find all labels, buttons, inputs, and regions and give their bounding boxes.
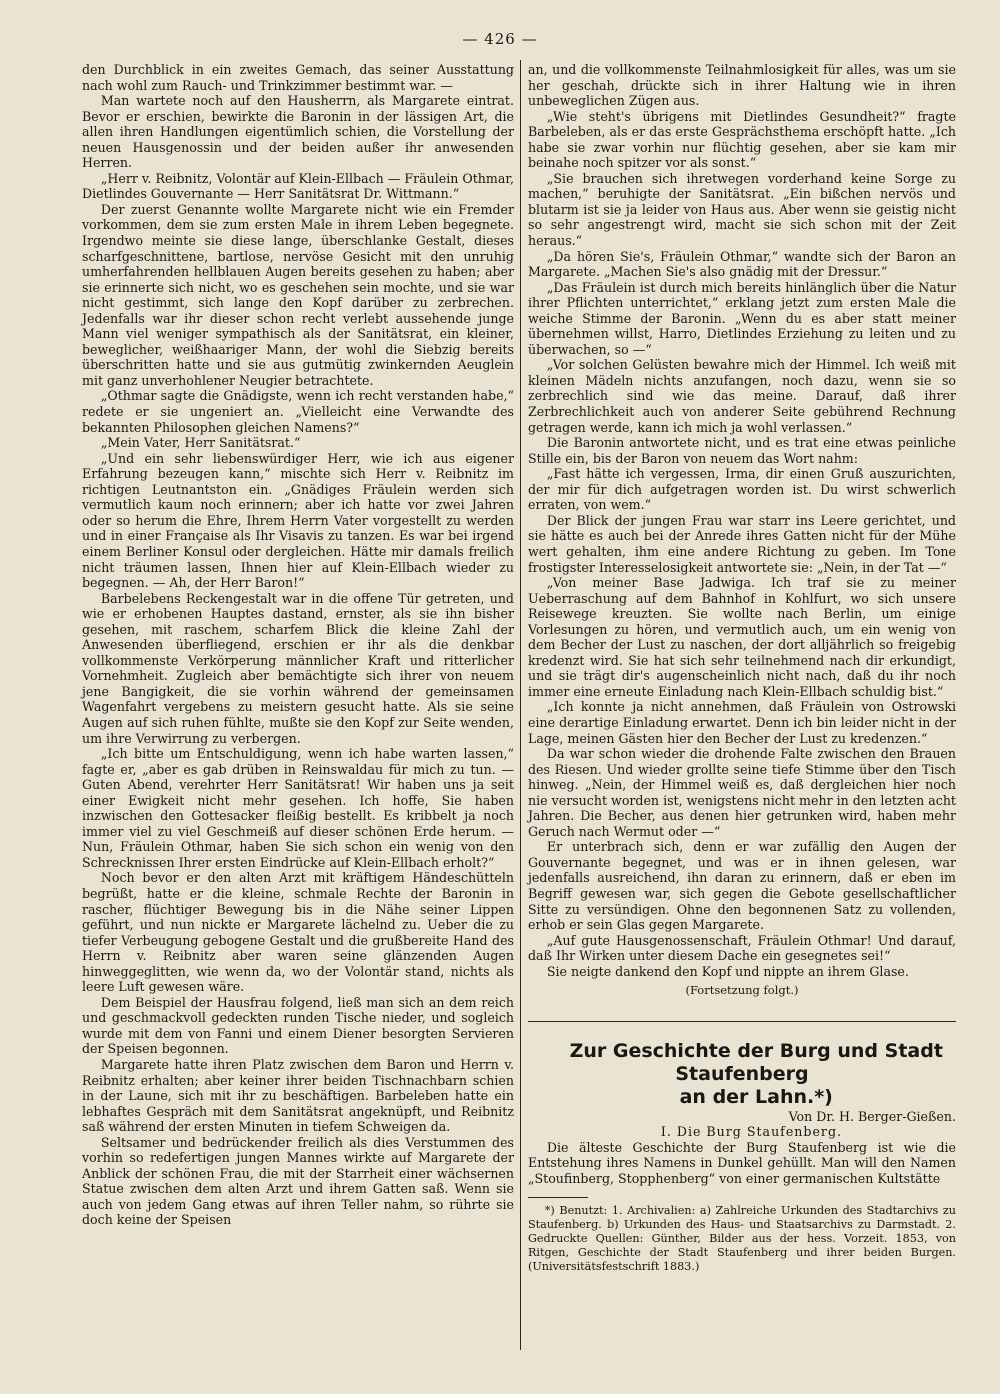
paragraph: „Auf gute Hausgenossenschaft, Fräulein Othmar! Und darauf, daß Ihr Wirken unter diesem Dache ein gesegnetes sei!“ <box>528 932 956 964</box>
paragraph: „Wie steht's übrigens mit Dietlindes Gesundheit?“ fragte Barbeleben, als er das erste Gesprächsthema erschöpft hatte. „Ich habe sie zwar vorhin nur flüchtig gesehen, aber sie kam mir beinahe noch spitzer vor als sonst.“ <box>528 108 956 171</box>
paragraph: „Fast hätte ich vergessen, Irma, dir einen Gruß auszurichten, der mir für dich aufgetragen worden ist. Du wirst schwerlich erraten, von wem.“ <box>528 466 956 513</box>
paragraph: „Da hören Sie's, Fräulein Othmar,“ wandte sich der Baron an Margarete. „Machen Sie's also gnädig mit der Dressur.“ <box>528 248 956 280</box>
paragraph: „Sie brauchen sich ihretwegen vorderhand keine Sorge zu machen,“ beruhigte der Sanitätsrat. „Ein bißchen nervös und blutarm ist sie ja leider von Haus aus. Aber wenn sie geistig nicht so sehr angestrengt wird, macht sie sich schon mit der Zeit heraus.“ <box>528 170 956 249</box>
paragraph: Da war schon wieder die drohende Falte zwischen den Brauen des Riesen. Und wieder grollte seine tiefe Stimme über den Tisch hinweg. „Nein, der Himmel weiß es, daß dergleichen hier noch nie versucht worden ist, wenigstens nicht mehr in den letzten acht Jahren. Die Becher, aus denen hier getrunken wird, haben mehr Geruch nach Wermut oder —“ <box>528 746 956 839</box>
paragraph: „Ich bitte um Entschuldigung, wenn ich habe warten lassen,“ fagte er, „aber es gab drüben in Reinswaldau für mich zu tun. — Guten Abend, verehrter Herr Sanitätsrat! Wir haben uns ja seit einer Ewigkeit nicht mehr gesehen. Ich hoffe, Sie haben inzwischen den Gottesacker fleißig bestellt. Es kribbelt ja noch immer viel zu viel Geschmeiß auf dieser schönen Erde herum. — Nun, Fräulein Othmar, haben Sie sich schon ein wenig von den Schrecknissen Ihrer ersten Eindrücke auf Klein-Ellbach erholt?“ <box>82 746 514 870</box>
right-column <box>528 62 956 1274</box>
paragraph: Sie neigte dankend den Kopf und nippte an ihrem Glase. <box>546 963 909 979</box>
paragraph: „Das Fräulein ist durch mich bereits hinlänglich über die Natur ihrer Pflichten unterrichtet,“ erklang jetzt zum ersten Male die weiche Stimme der Baronin. „Wenn du es aber statt meiner übernehmen willst, Harro, Dietlindes Erziehung zu leiten und zu überwachen, so —“ <box>528 279 956 357</box>
article-section-heading: I. Die Burg Staufenberg. <box>660 1124 843 1140</box>
paragraph: Die Baronin antwortete nicht, und es trat eine etwas peinliche Stille ein, bis der Baron von neuem das Wort nahm: <box>528 435 956 466</box>
paragraph: Der Blick der jungen Frau war starr ins Leere gerichtet, und sie hätte es auch bei der Anrede ihres Gatten nicht für der Mühe wert gehalten, ihm eine andere Richtung zu geben. Im Tone frostigster Interesselosigkeit antwortete sie: „Nein, in der Tat —“ <box>528 512 956 575</box>
paragraph: Er unterbrach sich, denn er war zufällig den Augen der Gouvernante begegnet, und was er in ihnen gelesen, war jedenfalls ausreichend, ihn daran zu erinnern, daß er eben im Begriff gewesen war, sich gegen die Gebote gesellschaftlicher Sitte zu versündigen. Ohne den begonnenen Satz zu vollenden, erhob er sein Glas gegen Margarete. <box>528 839 956 933</box>
paragraph: Man wartete noch auf den Hausherrn, als Margarete eintrat. Bevor er erschien, bewirkte die Baronin in der lässigen Art, die allen ihren Handlungen eigentümlich schien, die Vorstellung der neuen Hausgenossin und der beiden außer ihr anwesenden Herren. <box>82 93 514 171</box>
paragraph: den Durchblick in ein zweites Gemach, das seiner Ausstattung nach wohl zum Rauch- und Trinkzimmer bestimmt war. — <box>82 62 514 93</box>
paragraph: „Othmar sagte die Gnädigste, wenn ich recht verstanden habe,“ redete er sie ungeniert an. „Vielleicht eine Verwandte des bekannten Philosophen gleichen Namens?“ <box>82 388 514 435</box>
footnote: *) Benutzt: 1. Archivalien: a) Zahlreiche Urkunden des Stadtarchivs zu Staufenberg. b) Urkunden des Haus- und Staatsarchivs zu Darmstadt. 2. Gedruckte Quellen: Günther, Bilder aus der hess. Vorzeit. 1853, von Ritgen, Geschichte der Stadt Staufenberg und ihrer beiden Burgen. (Universitätsfestschrift 1883.) <box>528 1203 956 1273</box>
article-title-line-2: an der Lahn.*) <box>679 1085 833 1108</box>
paragraph: „Herr v. Reibnitz, Volontär auf Klein-Ellbach — Fräulein Othmar, Dietlindes Gouvernante — Herr Sanitätsrat Dr. Wittmann.“ <box>82 170 514 202</box>
paragraph: „Mein Vater, Herr Sanitätsrat.“ <box>100 435 301 451</box>
article-title-line-1: Zur Geschichte der Burg und Stadt Staufenberg <box>569 1039 943 1085</box>
page-number: — 426 — <box>462 30 538 48</box>
paragraph: Noch bevor er den alten Arzt mit kräftigem Händeschütteln begrüßt, hatte er die kleine, schmale Rechte der Baronin in rascher, flüchtiger Bewegung bis in die Nähe seiner Lippen geführt, und nun nickte er Margarete lächelnd zu. Ueber die zu tiefer Verbeugung gebogene Gestalt und die grußbereite Hand des Herrn v. Reibnitz aber waren seine glänzenden Augen hinweggeglitten, wie wenn da, wo der Volontär stand, nichts als leere Luft gewesen wäre. <box>82 870 514 995</box>
left-column <box>82 62 514 1228</box>
paragraph: Barbelebens Reckengestalt war in die offene Tür getreten, und wie er erhobenen Hauptes dastand, ernster, als sie ihn bisher gesehen, mit raschem, scharfem Blick die kleine Zahl der Anwesenden überfliegend, erschien er ihr als die denkbar vollkommenste Verkörperung männlicher Kraft und ritterlicher Vornehmheit. Zugleich aber bemächtigte sich ihrer von neuem jene Bangigkeit, die sie vorhin während der gemeinsamen Wagenfahrt vergebens zu meistern gesucht hatte. Als sie seine Augen auf sich ruhen fühlte, mußte sie den Kopf zur Seite wenden, um ihre Verwirrung zu verbergen. <box>82 590 514 746</box>
column-divider <box>520 60 521 1350</box>
paragraph: an, und die vollkommenste Teilnahmlosigkeit für alles, was um sie her geschah, drückte sich in ihrer Haltung wie in ihren unbeweglichen Zügen aus. <box>528 62 956 109</box>
article-author: Von Dr. H. Berger-Gießen. <box>788 1108 956 1124</box>
paragraph: Seltsamer und bedrückender freilich als dies Verstummen des vorhin so redefertigen jungen Mannes wirkte auf Margarete der Anblick der schönen Frau, die mit der Starrheit einer wächsernen Statue zwischen dem alten Arzt und ihrem Gatten saß. Wenn sie auch von jedem Gang etwas auf ihren Teller nahm, so rührte sie doch keine der Speisen <box>82 1134 514 1228</box>
paragraph: „Von meiner Base Jadwiga. Ich traf sie zu meiner Ueberraschung auf dem Bahnhof in Kohlfurt, wo sich unsere Reisewege kreuzten. Sie wollte nach Berlin, um einige Vorlesungen zu hören, und vermutlich auch, um ein wenig von dem Becher der Lust zu naschen, der dort alljährlich so freigebig kredenzt wird. Sie hat sich sehr teilnehmend nach dir erkundigt, und sie trägt dir's augenscheinlich nicht nach, daß du ihr noch immer eine erneute Einladung nach Klein-Ellbach schuldig bist.“ <box>528 575 956 699</box>
paragraph: Der zuerst Genannte wollte Margarete nicht wie ein Fremder vorkommen, dem sie zum ersten Male in ihrem Leben begegnete. Irgendwo meinte sie diese lange, überschlanke Gestalt, dieses scharfgeschnittene, bartlose, nervöse Gesicht mit den unruhig umherfahrenden hellblauen Augen bereits gesehen zu haben; aber sie erinnerte sich nicht, wo es geschehen sein mochte, und sie war nicht gestimmt, sich lange den Kopf darüber zu zerbrechen. Jedenfalls war ihr dieser schon recht verlebt aussehende junge Mann viel weniger sympathisch als der Sanitätsrat, ein kleiner, beweglicher, weißhaariger Mann, der wohl die Siebzig bereits überschritten hatte und sie aus gutmütig zwinkernden Aeuglein mit ganz unverhohlener Neugier betrachtete. <box>82 201 514 388</box>
paragraph: „Ich konnte ja nicht annehmen, daß Fräulein von Ostrowski eine derartige Einladung erwartet. Denn ich bin leider nicht in der Lage, meinen Gästen hier den Becher der Lust zu kredenzen.“ <box>528 699 956 746</box>
section-divider <box>528 1021 956 1022</box>
article-body: Die älteste Geschichte der Burg Staufenberg ist wie die Entstehung ihres Namens in Dunkel gehüllt. Man will den Namen „Stoufinberg, Stopphenberg“ von einer germanischen Kultstätte <box>528 1139 956 1186</box>
paragraph: „Und ein sehr liebenswürdiger Herr, wie ich aus eigener Erfahrung bezeugen kann,“ mischte sich Herr v. Reibnitz im richtigen Leutnantston ein. „Gnädiges Fräulein werden sich vermutlich kaum noch erinnern; aber ich hatte vor zwei Jahren oder so herum die Ehre, Ihrem Herrn Vater vorgestellt zu werden und in einer Française als Ihr Visavis zu tanzen. Es war bei irgend einem Berliner Konsul oder dergleichen. Hätte mir damals freilich nicht träumen lassen, Ihnen hier auf Klein-Ellbach wieder zu begegnen. — Ah, der Herr Baron!“ <box>82 450 514 591</box>
paragraph: Margarete hatte ihren Platz zwischen dem Baron und Herrn v. Reibnitz erhalten; aber keiner ihrer beiden Tischnachbarn schien in der Laune, sich mit ihr zu beschäftigen. Barbeleben hatte ein lebhaftes Gespräch mit dem Sanitätsrat angeknüpft, und Reibnitz saß während der ersten Minuten in tiefem Schweigen da. <box>82 1057 514 1135</box>
paragraph: Dem Beispiel der Hausfrau folgend, ließ man sich an dem reich und geschmackvoll gedeckten runden Tische nieder, und sogleich wurde mit dem von Fanni und einem Diener besorgten Servieren der Speisen begonnen. <box>82 994 514 1057</box>
continuation-note: (Fortsetzung folgt.) <box>685 983 799 998</box>
footnote-divider <box>528 1197 588 1198</box>
paragraph: „Vor solchen Gelüsten bewahre mich der Himmel. Ich weiß mit kleinen Mädeln nichts anzufangen, noch dazu, wenn sie so zerbrechlich sind wie das meine. Darauf, daß ihrer Zerbrechlichkeit auch von anderer Seite gebührend Rechnung getragen werde, kann ich mich ja wohl verlassen.“ <box>528 357 956 435</box>
